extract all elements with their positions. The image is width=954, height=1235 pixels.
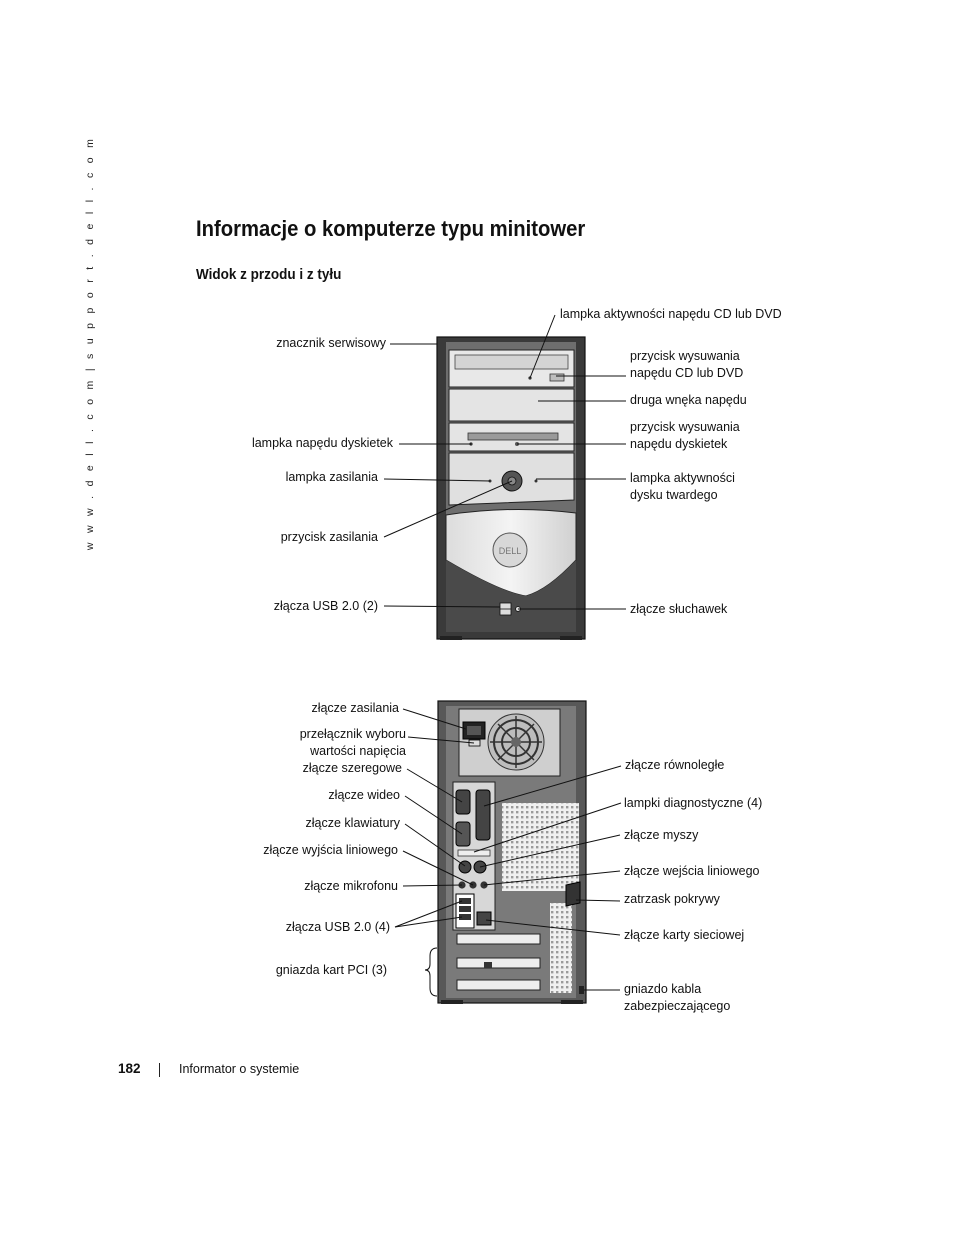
label-floppy-eject-line1: przycisk wysuwania <box>630 420 740 434</box>
label-voltage-switch-line1: przełącznik wyboru <box>299 727 406 741</box>
label-voltage-switch <box>300 726 406 760</box>
label-security-slot <box>624 981 730 1015</box>
label-parallel: złącze równoległe <box>625 758 725 772</box>
label-service-tag: znacznik serwisowy <box>276 336 386 350</box>
label-power-connector: złącze zasilania <box>311 701 399 715</box>
label-line-out: złącze wyjścia liniowego <box>263 843 398 857</box>
label-voltage-switch-line2: wartości napięcia <box>310 744 406 758</box>
label-usb-back: złącza USB 2.0 (4) <box>285 920 390 934</box>
label-line-in: złącze wejścia liniowego <box>624 864 760 878</box>
label-hdd-light-line1: lampka aktywności <box>630 471 735 485</box>
page-number: 182 <box>118 1061 141 1076</box>
label-cd-activity-light: lampka aktywności napędu CD lub DVD <box>560 307 782 321</box>
label-power-light: lampka zasilania <box>285 470 378 484</box>
label-floppy-light: lampka napędu dyskietek <box>251 436 393 450</box>
label-cd-eject-button <box>630 348 743 382</box>
label-diag-lights: lampki diagnostyczne (4) <box>624 796 763 810</box>
label-second-bay: druga wnęka napędu <box>630 393 747 407</box>
page-subtitle: Widok z przodu i z tyłu <box>196 266 342 283</box>
label-mouse: złącze myszy <box>624 828 699 842</box>
label-security-line1: gniazdo kabla <box>624 982 702 996</box>
label-serial: złącze szeregowe <box>302 761 402 775</box>
label-power-button: przycisk zasilania <box>280 530 378 544</box>
front-view <box>437 337 585 640</box>
front-logo: DELL <box>498 546 522 556</box>
label-security-line2: zabezpieczającego <box>624 999 731 1013</box>
label-pci-slots: gniazda kart PCI (3) <box>275 963 387 977</box>
footer-section: Informator o systemie <box>179 1062 300 1076</box>
footer-divider <box>159 1063 160 1077</box>
label-cd-eject-line1: przycisk wysuwania <box>630 349 740 363</box>
label-hdd-light <box>630 470 735 504</box>
label-hdd-light-line2: dysku twardego <box>630 488 718 502</box>
sidebar-url-text: w w w . d e l l . c o m | s u p p o r t . d e l l . c o m <box>84 135 96 551</box>
page-title: Informacje o komputerze typu minitower <box>196 216 586 241</box>
label-keyboard: złącze klawiatury <box>305 816 400 830</box>
label-cd-eject-line2: napędu CD lub DVD <box>630 366 744 380</box>
label-headphone: złącze słuchawek <box>630 602 728 616</box>
label-video: złącze wideo <box>328 788 400 802</box>
back-view <box>438 701 586 1004</box>
label-microphone: złącze mikrofonu <box>304 879 398 893</box>
label-cover-latch: zatrzask pokrywy <box>624 892 720 906</box>
label-network: złącze karty sieciowej <box>624 928 745 942</box>
label-usb-front: złącza USB 2.0 (2) <box>273 599 378 613</box>
label-floppy-eject-line2: napędu dyskietek <box>630 437 728 451</box>
label-floppy-eject-button <box>630 419 740 453</box>
